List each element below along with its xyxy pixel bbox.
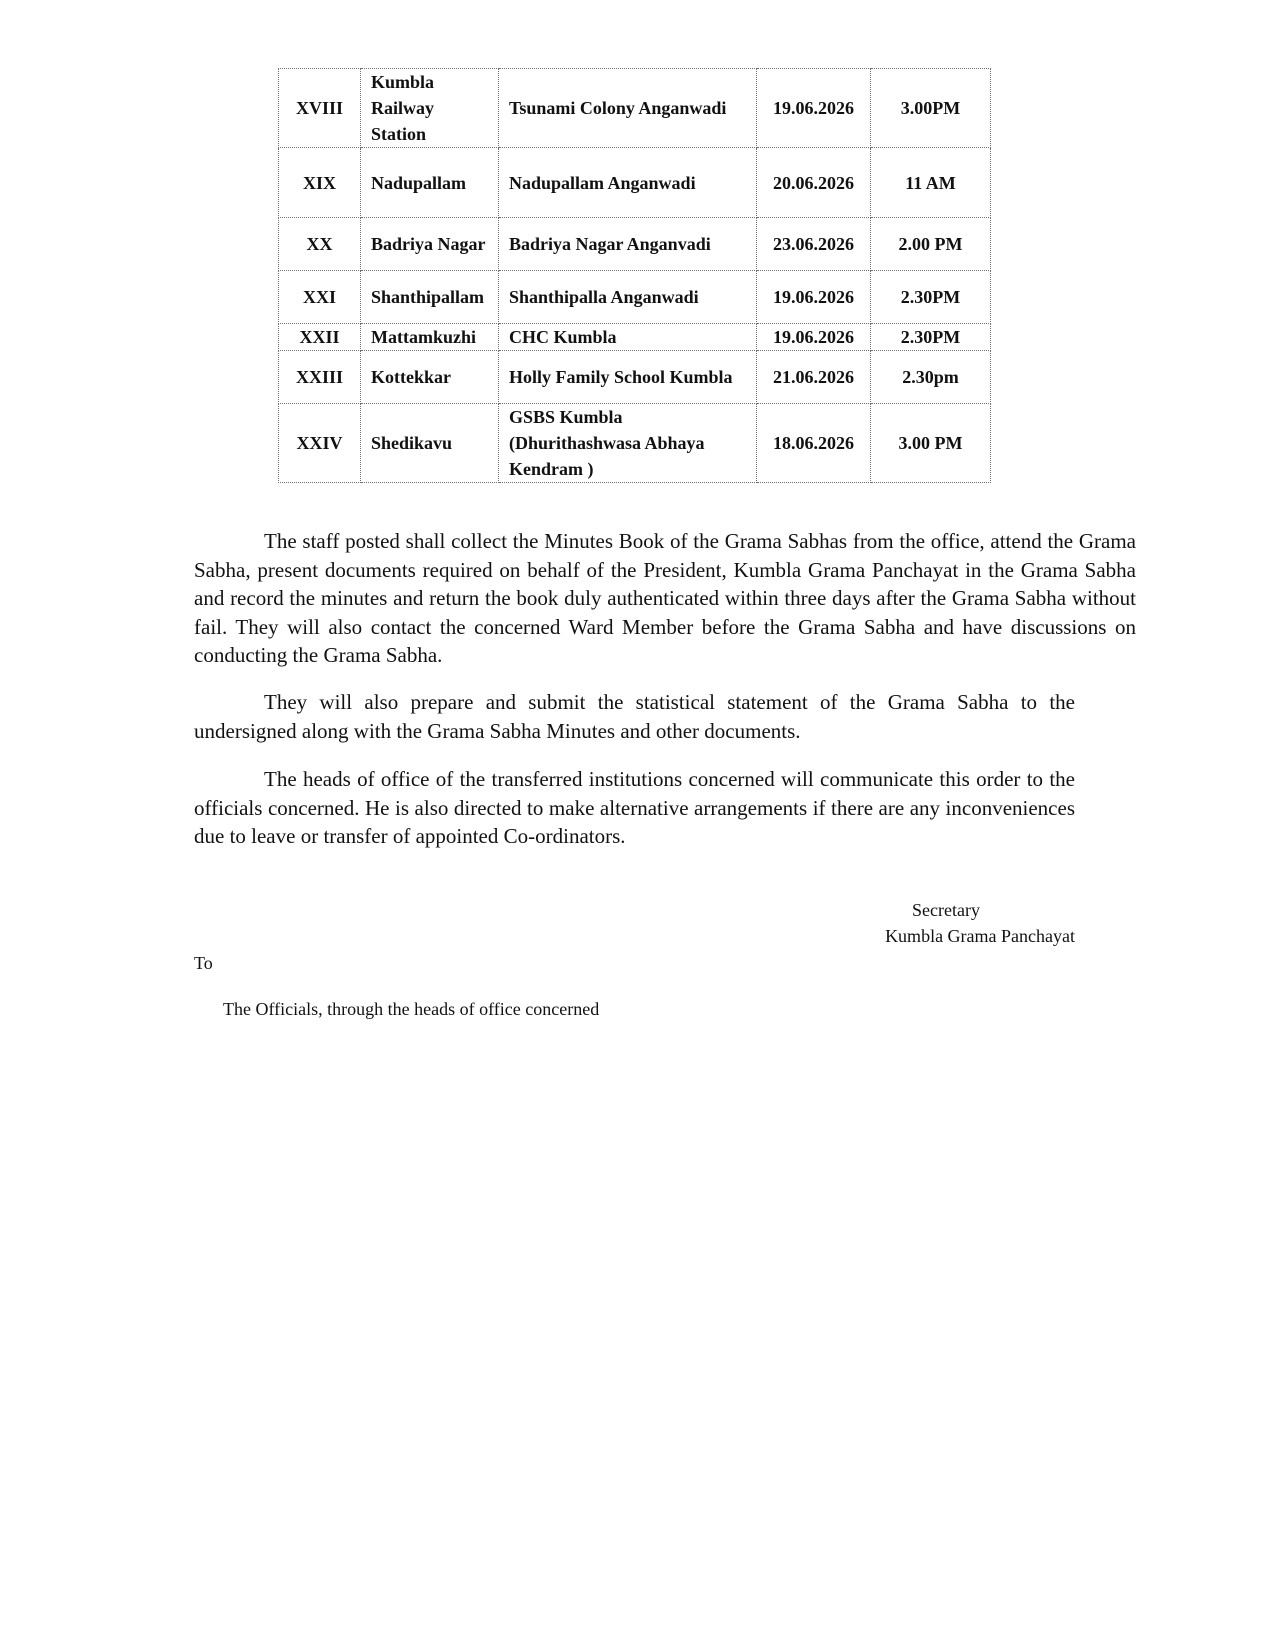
addressee-label: To: [194, 953, 213, 973]
date-cell: 19.06.2026: [757, 271, 871, 324]
venue-cell: Nadupallam Anganwadi: [499, 148, 757, 218]
ward-number-cell: XX: [279, 218, 361, 271]
time-cell: 2.30PM: [871, 324, 991, 351]
table-row: [279, 271, 991, 324]
ward-number-cell: XXII: [279, 324, 361, 351]
date-cell: 21.06.2026: [757, 351, 871, 404]
table-row: [279, 351, 991, 404]
date-cell: 19.06.2026: [757, 324, 871, 351]
time-cell: 3.00PM: [871, 69, 991, 148]
instructions-paragraph-statistics: They will also prepare and submit the statistical statement of the Grama Sabha to the undersigned along with the Grama Sabha Minutes and other documents.: [194, 690, 1075, 743]
venue-cell: Badriya Nagar Anganvadi: [499, 218, 757, 271]
ward-name-cell: Mattamkuzhi: [361, 324, 499, 351]
ward-number-cell: XXIII: [279, 351, 361, 404]
table-row: [279, 324, 991, 351]
signatory-organization: Kumbla Grama Panchayat: [885, 926, 1075, 946]
ward-name-cell: Shedikavu: [361, 404, 499, 483]
addressee-recipients: The Officials, through the heads of office concerned: [223, 999, 600, 1019]
venue-cell: GSBS Kumbla (Dhurithashwasa Abhaya Kendram ): [499, 404, 757, 483]
table-row: [279, 69, 991, 148]
ward-number-cell: XVIII: [279, 69, 361, 148]
table-row: [279, 218, 991, 271]
ward-name-cell: Kottekkar: [361, 351, 499, 404]
grama-sabha-schedule-table: [278, 68, 991, 483]
instructions-paragraph-minutes: The staff posted shall collect the Minutes Book of the Grama Sabhas from the office, attend the Grama Sabha, present documents required on behalf of the President, Kumbla Grama Panchayat in the Grama Sabha and record the minutes and return the book duly authenticated within three days after the Grama Sabha without fail. They will also contact the concerned Ward Member before the Grama Sabha and have discussions on conducting the Grama Sabha.: [194, 529, 1136, 667]
table-row: [279, 148, 991, 218]
ward-name-cell: Nadupallam: [361, 148, 499, 218]
venue-cell: Tsunami Colony Anganwadi: [499, 69, 757, 148]
signatory-title: Secretary: [912, 900, 980, 920]
time-cell: 2.30pm: [871, 351, 991, 404]
ward-name-cell: Kumbla Railway Station: [361, 69, 499, 148]
time-cell: 2.30PM: [871, 271, 991, 324]
time-cell: 3.00 PM: [871, 404, 991, 483]
ward-number-cell: XIX: [279, 148, 361, 218]
date-cell: 18.06.2026: [757, 404, 871, 483]
ward-number-cell: XXIV: [279, 404, 361, 483]
instructions-paragraph-heads-of-office: The heads of office of the transferred institutions concerned will communicate this order to the officials concerned. He is also directed to make alternative arrangements if there are any inconveniences due to leave or transfer of appointed Co-ordinators.: [194, 767, 1075, 848]
venue-cell: CHC Kumbla: [499, 324, 757, 351]
time-cell: 2.00 PM: [871, 218, 991, 271]
ward-number-cell: XXI: [279, 271, 361, 324]
venue-cell: Shanthipalla Anganwadi: [499, 271, 757, 324]
ward-name-cell: Shanthipallam: [361, 271, 499, 324]
date-cell: 23.06.2026: [757, 218, 871, 271]
ward-name-cell: Badriya Nagar: [361, 218, 499, 271]
venue-cell: Holly Family School Kumbla: [499, 351, 757, 404]
table-row: [279, 404, 991, 483]
date-cell: 20.06.2026: [757, 148, 871, 218]
time-cell: 11 AM: [871, 148, 991, 218]
date-cell: 19.06.2026: [757, 69, 871, 148]
